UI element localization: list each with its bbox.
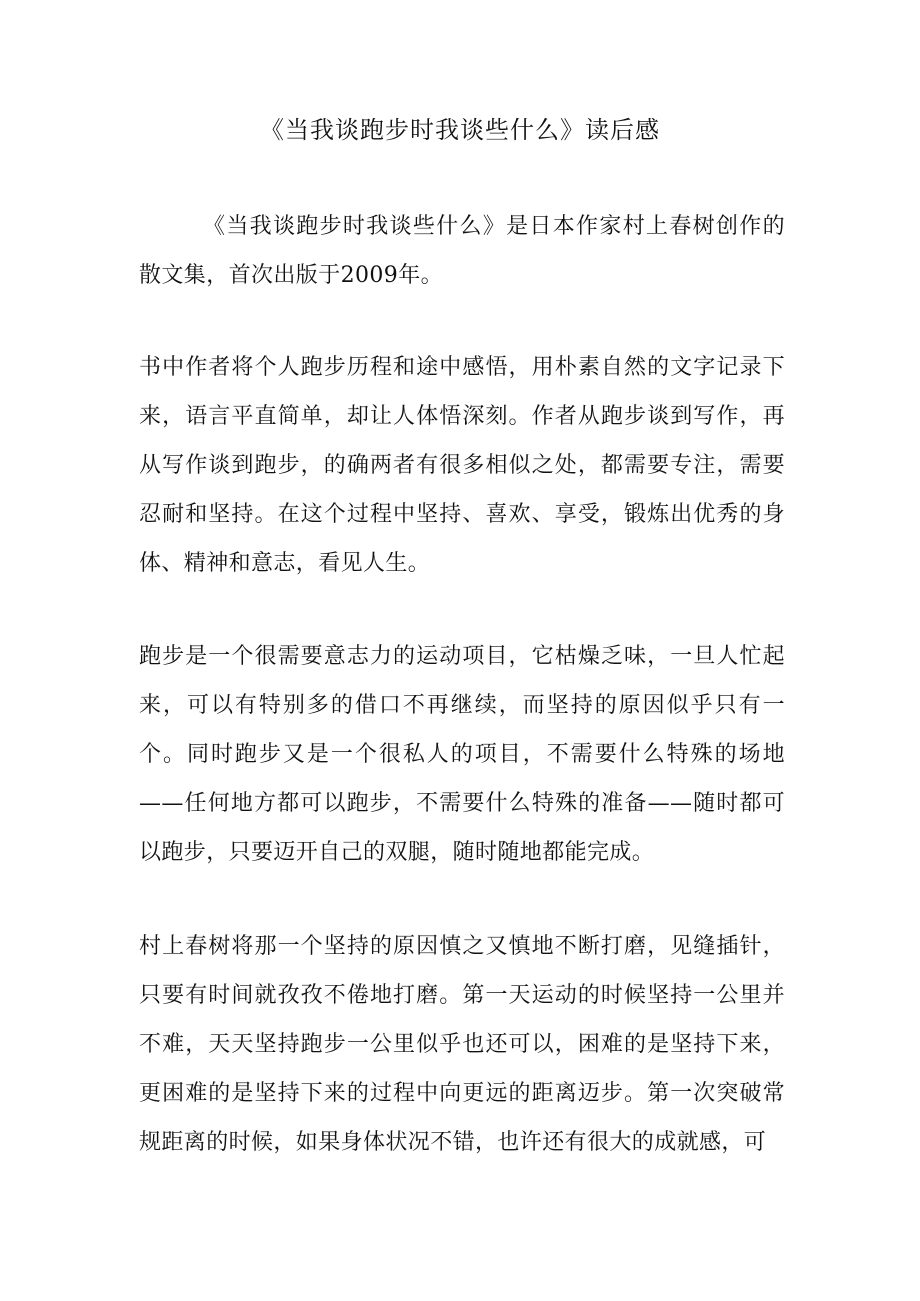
document-title: 《当我谈跑步时我谈些什么》读后感 — [260, 116, 660, 144]
paragraph-persistence: 村上春树将那一个坚持的原因慎之又慎地不断打磨，见缝插针，只要有时间就孜孜不倦地打磨。第一天运动的时候坚持一公里并不难，天天坚持跑步一公里似乎也还可以，困难的是坚持下来，更困难的是坚持下来的过程中向更远的距离迈步。第一次突破常规距离的时候，如果身体状况不错，也许还有很大的成就感，可 — [139, 934, 785, 1155]
paragraph-intro: 《当我谈跑步时我谈些什么》是日本作家村上春树创作的散文集，首次出版于2009年。 — [139, 214, 785, 288]
paragraph-content-summary: 书中作者将个人跑步历程和途中感悟，用朴素自然的文字记录下来，语言平直简单，却让人体悟深刻。作者从跑步谈到写作，再从写作谈到跑步，的确两者有很多相似之处，都需要专注，需要忍耐和坚持。在这个过程中坚持、喜欢、享受，锻炼出优秀的身体、精神和意志，看见人生。 — [139, 355, 785, 576]
paragraph-running-willpower: 跑步是一个很需要意志力的运动项目，它枯燥乏味，一旦人忙起来，可以有特别多的借口不再继续，而坚持的原因似乎只有一个。同时跑步又是一个很私人的项目，不需要什么特殊的场地——任何地方都可以跑步，不需要什么特殊的准备——随时都可以跑步，只要迈开自己的双腿，随时随地都能完成。 — [139, 644, 785, 865]
